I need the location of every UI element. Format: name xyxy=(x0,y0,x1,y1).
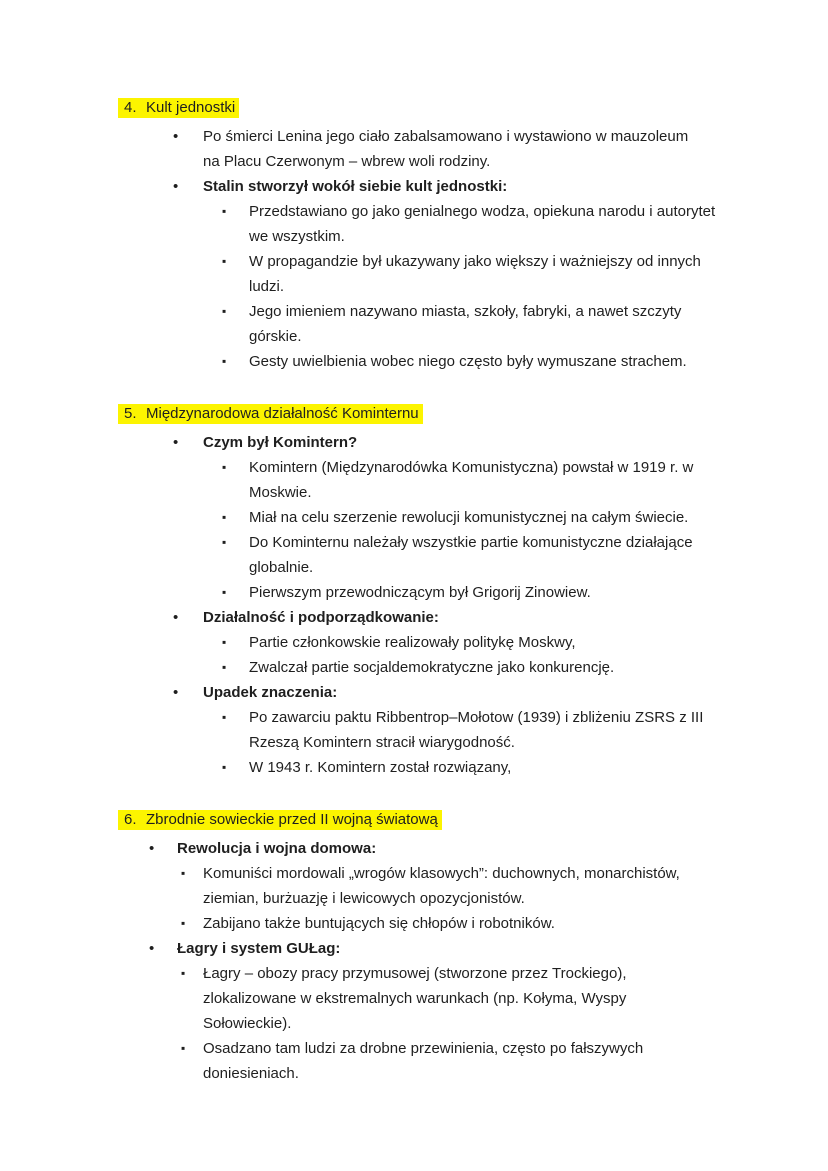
list-item-text: Zabijano także buntujących się chłopów i robotników. xyxy=(203,915,555,932)
list-item xyxy=(118,861,712,911)
list-item-text: Przedstawiano go jako genialnego wodza, opiekuna narodu i autorytet we wszystkim. xyxy=(249,203,716,245)
bullet-square-icon: ▪ xyxy=(222,660,227,674)
bullet-square-icon: ▪ xyxy=(181,916,186,930)
bullet-dot-icon: • xyxy=(149,840,155,857)
bullet-dot-icon: • xyxy=(173,128,179,145)
list-item-text: Zwalczał partie socjaldemokratyczne jako konkurencję. xyxy=(249,659,615,676)
list-item-text: Komuniści mordowali „wrogów klasowych”: duchownych, monarchistów, ziemian, burżuazję i lewicowych opozycjonistów. xyxy=(203,865,680,907)
list-item-text: Po śmierci Lenina jego ciało zabalsamowano i wystawiono w mauzoleum na Placu Czerwonym – wbrew woli rodziny. xyxy=(203,128,689,170)
list-item-text: Upadek znaczenia: xyxy=(203,684,338,701)
list-item-text: Gesty uwielbienia wobec niego często były wymuszane strachem. xyxy=(249,353,687,370)
section-items xyxy=(118,836,712,1086)
list-item xyxy=(118,505,712,530)
bullet-square-icon: ▪ xyxy=(222,460,227,474)
list-item xyxy=(118,961,712,1036)
section-title-highlight xyxy=(118,98,239,118)
list-item xyxy=(118,430,712,455)
bullet-square-icon: ▪ xyxy=(222,254,227,268)
list-item xyxy=(118,124,712,174)
bullet-dot-icon: • xyxy=(173,178,179,195)
notes-document xyxy=(118,95,716,1086)
list-item xyxy=(118,455,712,505)
bullet-square-icon: ▪ xyxy=(222,510,227,524)
list-item xyxy=(118,680,712,705)
list-item xyxy=(118,299,712,349)
bullet-square-icon: ▪ xyxy=(222,304,227,318)
list-item-text: Miał na celu szerzenie rewolucji komunistycznej na całym świecie. xyxy=(249,509,689,526)
list-item-text: W 1943 r. Komintern został rozwiązany, xyxy=(249,759,512,776)
list-item xyxy=(118,755,712,780)
section-title: Zbrodnie sowieckie przed II wojną światową xyxy=(146,811,438,828)
bullet-dot-icon: • xyxy=(173,684,179,701)
list-item xyxy=(118,605,712,630)
bullet-square-icon: ▪ xyxy=(222,585,227,599)
list-item-text: Jego imieniem nazywano miasta, szkoły, fabryki, a nawet szczyty górskie. xyxy=(249,303,682,345)
list-item-text: Rewolucja i wojna domowa: xyxy=(177,840,377,857)
list-item xyxy=(118,174,712,199)
list-item xyxy=(118,530,712,580)
list-item xyxy=(118,199,716,249)
list-item xyxy=(118,249,712,299)
section-4 xyxy=(118,95,716,374)
list-item xyxy=(118,911,712,936)
list-item-text: W propagandzie był ukazywany jako większy i ważniejszy od innych ludzi. xyxy=(249,253,701,295)
section-items xyxy=(118,430,712,780)
list-item-text: Komintern (Międzynarodówka Komunistyczna) powstał w 1919 r. w Moskwie. xyxy=(249,459,694,501)
list-item xyxy=(118,1036,712,1086)
list-item-text: Czym był Komintern? xyxy=(203,434,358,451)
bullet-square-icon: ▪ xyxy=(222,354,227,368)
bullet-dot-icon: • xyxy=(173,434,179,451)
bullet-dot-icon: • xyxy=(149,940,155,957)
list-item xyxy=(118,580,712,605)
bullet-square-icon: ▪ xyxy=(181,966,186,980)
list-item-text: Pierwszym przewodniczącym był Grigorij Zinowiew. xyxy=(249,584,591,601)
bullet-square-icon: ▪ xyxy=(222,635,227,649)
list-item xyxy=(118,349,712,374)
bullet-square-icon: ▪ xyxy=(222,535,227,549)
bullet-dot-icon: • xyxy=(173,609,179,626)
list-item-text: Partie członkowskie realizowały politykę Moskwy, xyxy=(249,634,576,651)
list-item xyxy=(118,836,712,861)
bullet-square-icon: ▪ xyxy=(222,710,227,724)
list-item xyxy=(118,936,712,961)
section-title: Międzynarodowa działalność Kominternu xyxy=(146,405,419,422)
list-item xyxy=(118,655,712,680)
list-item-text: Łagry i system GUŁag: xyxy=(177,940,341,957)
section-title-highlight xyxy=(118,404,423,424)
section-heading xyxy=(118,807,712,832)
bullet-square-icon: ▪ xyxy=(222,760,227,774)
section-number: 6. xyxy=(124,811,137,828)
section-heading xyxy=(118,95,712,120)
section-items xyxy=(118,124,716,374)
section-title-highlight xyxy=(118,810,442,830)
list-item-text: Do Kominternu należały wszystkie partie komunistyczne działające globalnie. xyxy=(249,534,693,576)
section-heading xyxy=(118,401,712,426)
section-5 xyxy=(118,401,712,780)
section-number: 4. xyxy=(124,99,137,116)
list-item-text: Łagry – obozy pracy przymusowej (stworzone przez Trockiego), zlokalizowane w ekstremalnych warunkach (np. Kołyma, Wyspy Sołowieckie). xyxy=(203,965,627,1032)
list-item-text: Stalin stworzył wokół siebie kult jednostki: xyxy=(203,178,508,195)
section-6 xyxy=(118,807,712,1086)
list-item-text: Działalność i podporządkowanie: xyxy=(203,609,439,626)
section-number: 5. xyxy=(124,405,137,422)
bullet-square-icon: ▪ xyxy=(181,1041,186,1055)
bullet-square-icon: ▪ xyxy=(222,204,227,218)
list-item-text: Po zawarciu paktu Ribbentrop–Mołotow (1939) i zbliżeniu ZSRS z III Rzeszą Komintern stracił wiarygodność. xyxy=(249,709,704,751)
bullet-square-icon: ▪ xyxy=(181,866,186,880)
list-item xyxy=(118,630,712,655)
list-item xyxy=(118,705,712,755)
list-item-text: Osadzano tam ludzi za drobne przewinienia, często po fałszywych doniesieniach. xyxy=(203,1040,644,1082)
section-title: Kult jednostki xyxy=(146,99,236,116)
